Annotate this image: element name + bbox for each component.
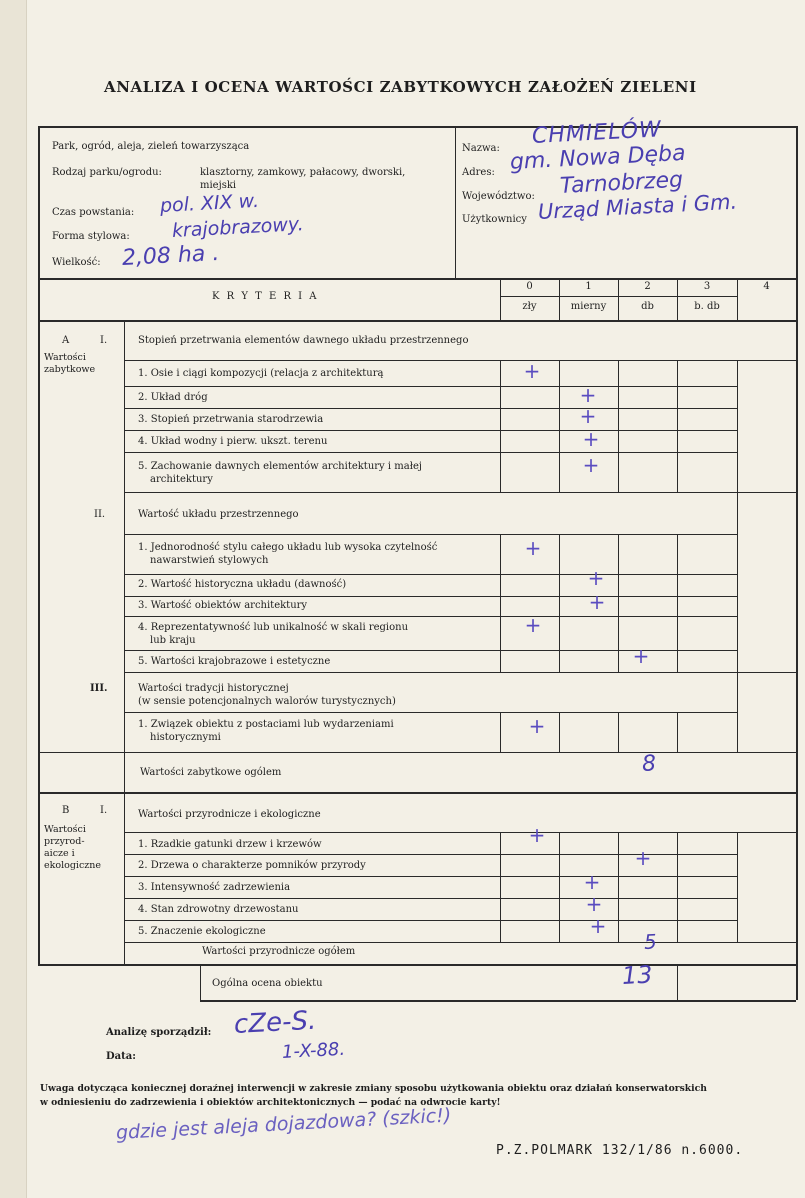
handwritten-note: gdzie jest aleja dojazdowa? (szkic!) [115, 1104, 452, 1144]
analysis-signature: cZe-S. [233, 1005, 317, 1040]
b-item-5: 5. Znaczenie ekologiczne [138, 926, 266, 937]
date-value: 1-X-88. [281, 1038, 346, 1063]
section-b-total-value: 5 [643, 929, 658, 954]
woj-label: Województwo: [462, 191, 535, 202]
g2-item-1-mark: + [524, 536, 542, 560]
g1-row1 [124, 386, 738, 387]
g1-item-3-mark: + [579, 404, 597, 428]
g1-row4 [124, 452, 738, 453]
category-col-divider-a [124, 320, 125, 792]
g1-col3 [677, 360, 678, 492]
czas-value: pol. XIX w. [159, 189, 260, 217]
frame-top [38, 126, 796, 128]
g2-col0 [500, 534, 501, 672]
b-row3 [124, 898, 738, 899]
g2-item-5-mark: + [632, 644, 650, 668]
woj-value: Tarnobrzeg [559, 167, 684, 199]
g2-row5 [124, 672, 796, 673]
score-word-1: mierny [570, 301, 607, 312]
uzytk-value: Urząd Miasta i Gm. [537, 189, 738, 224]
g3-head-right [737, 672, 738, 712]
g1-row5 [124, 492, 796, 493]
section-b-roman: I. [100, 805, 108, 816]
criteria-header-bottom [38, 320, 796, 322]
overall-value: 13 [621, 960, 654, 990]
section-a-bottom [38, 792, 796, 794]
group-2-heading: Wartość układu przestrzennego [138, 509, 299, 520]
section-b-heading: Wartości przyrodnicze i ekologiczne [138, 809, 321, 820]
score-3: 3 [703, 281, 711, 292]
g2-col2 [618, 534, 619, 672]
document-sheet [26, 0, 805, 1198]
park-line: Park, ogród, aleja, zieleń towarzysząca [52, 141, 250, 152]
g2-item-4-cont: lub kraju [150, 635, 196, 646]
g3-col0 [500, 712, 501, 752]
uzytk-label: Użytkownicy [462, 214, 527, 225]
header-divider [455, 126, 456, 278]
g2-head-right [737, 492, 738, 534]
g3-col4 [737, 712, 738, 752]
section-a-name: Wartości zabytkowe [44, 352, 96, 375]
section-a-total-label: Wartości zabytkowe ogólem [140, 767, 282, 778]
g2-item-1: 1. Jednorodność stylu całego układu lub wysoka czytelność [138, 542, 438, 553]
g1-col0 [500, 360, 501, 492]
overall-mid [677, 964, 678, 1000]
b-item-1: 1. Rzadkie gatunki drzew i krzewów [138, 839, 322, 850]
document-title: ANALIZA I OCENA WARTOŚCI ZABYTKOWYCH ZAŁOŻEŃ ZIELENI [104, 78, 697, 96]
g2-item-5: 5. Wartości krajobrazowe i estetyczne [138, 656, 331, 667]
g2-item-4: 4. Reprezentatywność lub unikalność w skali regionu [138, 622, 409, 633]
g1-item-1: 1. Osie i ciągi kompozycji (relacja z architekturą [138, 368, 384, 379]
b-item-3-mark: + [583, 870, 601, 894]
g2-row3 [124, 616, 738, 617]
forma-label: Forma stylowa: [52, 231, 130, 242]
section-a-roman: I. [100, 335, 108, 346]
score-word-2: db [641, 301, 654, 312]
print-code: P.Z.POLMARK 132/1/86 n.6000. [496, 1143, 744, 1158]
b-item-5-mark: + [589, 914, 607, 938]
frame-right [796, 126, 798, 1000]
g2-col3 [677, 534, 678, 672]
g3-col2 [618, 712, 619, 752]
b-item-4-mark: + [585, 892, 603, 916]
g1-row2 [124, 408, 738, 409]
section-b-code: B [62, 805, 70, 816]
g1-item-4: 4. Układ wodny i pierw. ukszt. terenu [138, 436, 328, 447]
b-item-1-mark: + [528, 823, 546, 847]
rodzaj-options-2: miejski [200, 180, 237, 191]
note-line-1: Uwaga dotycząca koniecznej doraźnej interwencji w zakresie zmiany sposobu użytkowania obiektu oraz działań konserwatorskich [40, 1083, 707, 1094]
section-b-name-4: ekologiczne [44, 860, 102, 871]
b-col2 [618, 832, 619, 942]
overall-left [200, 964, 201, 1000]
section-a-code: A [62, 335, 70, 346]
b-item-3: 3. Intensywność zadrzewienia [138, 882, 291, 893]
rodzaj-options: klasztorny, zamkowy, pałacowy, dworski, [200, 167, 406, 178]
frame-left [38, 126, 40, 966]
section-a-total-value: 8 [641, 751, 657, 777]
b-row4 [124, 920, 738, 921]
g3-row1 [38, 752, 796, 753]
score-divider [500, 296, 737, 297]
czas-label: Czas powstania: [52, 207, 135, 218]
score-0: 0 [526, 281, 533, 292]
b-col4 [737, 832, 738, 942]
date-label: Data: [106, 1051, 136, 1062]
rodzaj-label: Rodzaj parku/ogrodu: [52, 167, 162, 178]
group-2-roman: II. [94, 509, 106, 520]
b-col3 [677, 832, 678, 942]
group-3-heading-line [124, 712, 738, 713]
group-3-heading-2: (w sensie potencjonalnych walorów turystycznych) [138, 696, 396, 707]
g1-item-3: 3. Stopień przetrwania starodrzewia [138, 414, 324, 425]
group-3-roman: III. [90, 683, 108, 694]
g1-item-1-mark: + [523, 359, 541, 383]
g2-item-2: 2. Wartość historyczna układu (dawność) [138, 579, 347, 590]
overall-bottom [200, 1000, 796, 1002]
g2-item-2-mark: + [587, 566, 605, 590]
overall-label: Ogólna ocena obiektu [212, 978, 323, 989]
wielkosc-label: Wielkość: [52, 257, 101, 268]
note-line-2: w odniesieniu do zadrzewienia i obiektów architektonicznych — podać na odwrocie karty! [40, 1097, 501, 1108]
g1-item-5-cont: architektury [150, 474, 213, 485]
section-b-total-label: Wartości przyrodnicze ogółem [202, 946, 356, 957]
score-1: 1 [585, 281, 592, 292]
b-item-2: 2. Drzewa o charakterze pomników przyrody [138, 860, 366, 871]
g1-col1 [559, 360, 560, 492]
b-col1 [559, 832, 560, 942]
g1-item-5-mark: + [582, 453, 600, 477]
g1-item-2-mark: + [579, 383, 597, 407]
b-row2 [124, 876, 738, 877]
b-row5 [124, 942, 796, 943]
adres-value: gm. Nowa Dęba [509, 140, 687, 175]
section-b-name-1: Wartości [44, 824, 86, 835]
forma-value: krajobrazowy. [171, 213, 305, 242]
b-item-2-mark: + [634, 846, 652, 870]
nazwa-label: Nazwa: [462, 143, 500, 154]
section-b-name-2: przyrod- [44, 836, 85, 847]
g2-row1 [124, 574, 738, 575]
criteria-label: K R Y T E R I A [212, 291, 319, 302]
score-4: 4 [763, 281, 770, 292]
nazwa-value: CHMIELÓW [531, 117, 663, 149]
section-b-name-3: aicze i [44, 848, 75, 859]
g2-item-3: 3. Wartość obiektów architektury [138, 600, 308, 611]
analysis-label: Analizę sporządził: [106, 1027, 212, 1038]
score-word-3: b. db [694, 301, 720, 312]
g1-item-2: 2. Układ dróg [138, 392, 208, 403]
g3-item-1: 1. Związek obiektu z postaciami lub wydarzeniami [138, 719, 394, 730]
section-b-heading-line [124, 832, 796, 833]
header-bottom [38, 278, 796, 280]
score-word-0: zły [522, 301, 537, 312]
g2-col4 [737, 534, 738, 672]
g3-item-1-mark: + [528, 714, 546, 738]
adres-label: Adres: [462, 167, 495, 178]
wielkosc-value: 2,08 ha . [121, 240, 220, 271]
g2-col1 [559, 534, 560, 672]
category-col-divider-b [124, 792, 125, 966]
g1-item-4-mark: + [582, 427, 600, 451]
b-item-4: 4. Stan zdrowotny drzewostanu [138, 904, 299, 915]
g2-row2 [124, 596, 738, 597]
group-1-heading-line [124, 360, 796, 361]
g1-col4 [737, 360, 738, 492]
g1-row3 [124, 430, 738, 431]
g2-item-1-cont: nawarstwień stylowych [150, 555, 269, 566]
score-2: 2 [644, 281, 651, 292]
section-b-bottom [38, 964, 796, 966]
g2-item-3-mark: + [588, 590, 606, 614]
g2-item-4-mark: + [524, 613, 542, 637]
group-2-heading-line [124, 534, 738, 535]
g3-col3 [677, 712, 678, 752]
group-3-heading: Wartości tradycji historycznej [138, 683, 289, 694]
g1-col2 [618, 360, 619, 492]
g3-col1 [559, 712, 560, 752]
group-1-heading: Stopień przetrwania elementów dawnego układu przestrzennego [138, 335, 469, 346]
g3-item-1-cont: historycznymi [150, 732, 221, 743]
b-col0 [500, 832, 501, 942]
g1-item-5: 5. Zachowanie dawnych elementów architektury i małej [138, 461, 422, 472]
